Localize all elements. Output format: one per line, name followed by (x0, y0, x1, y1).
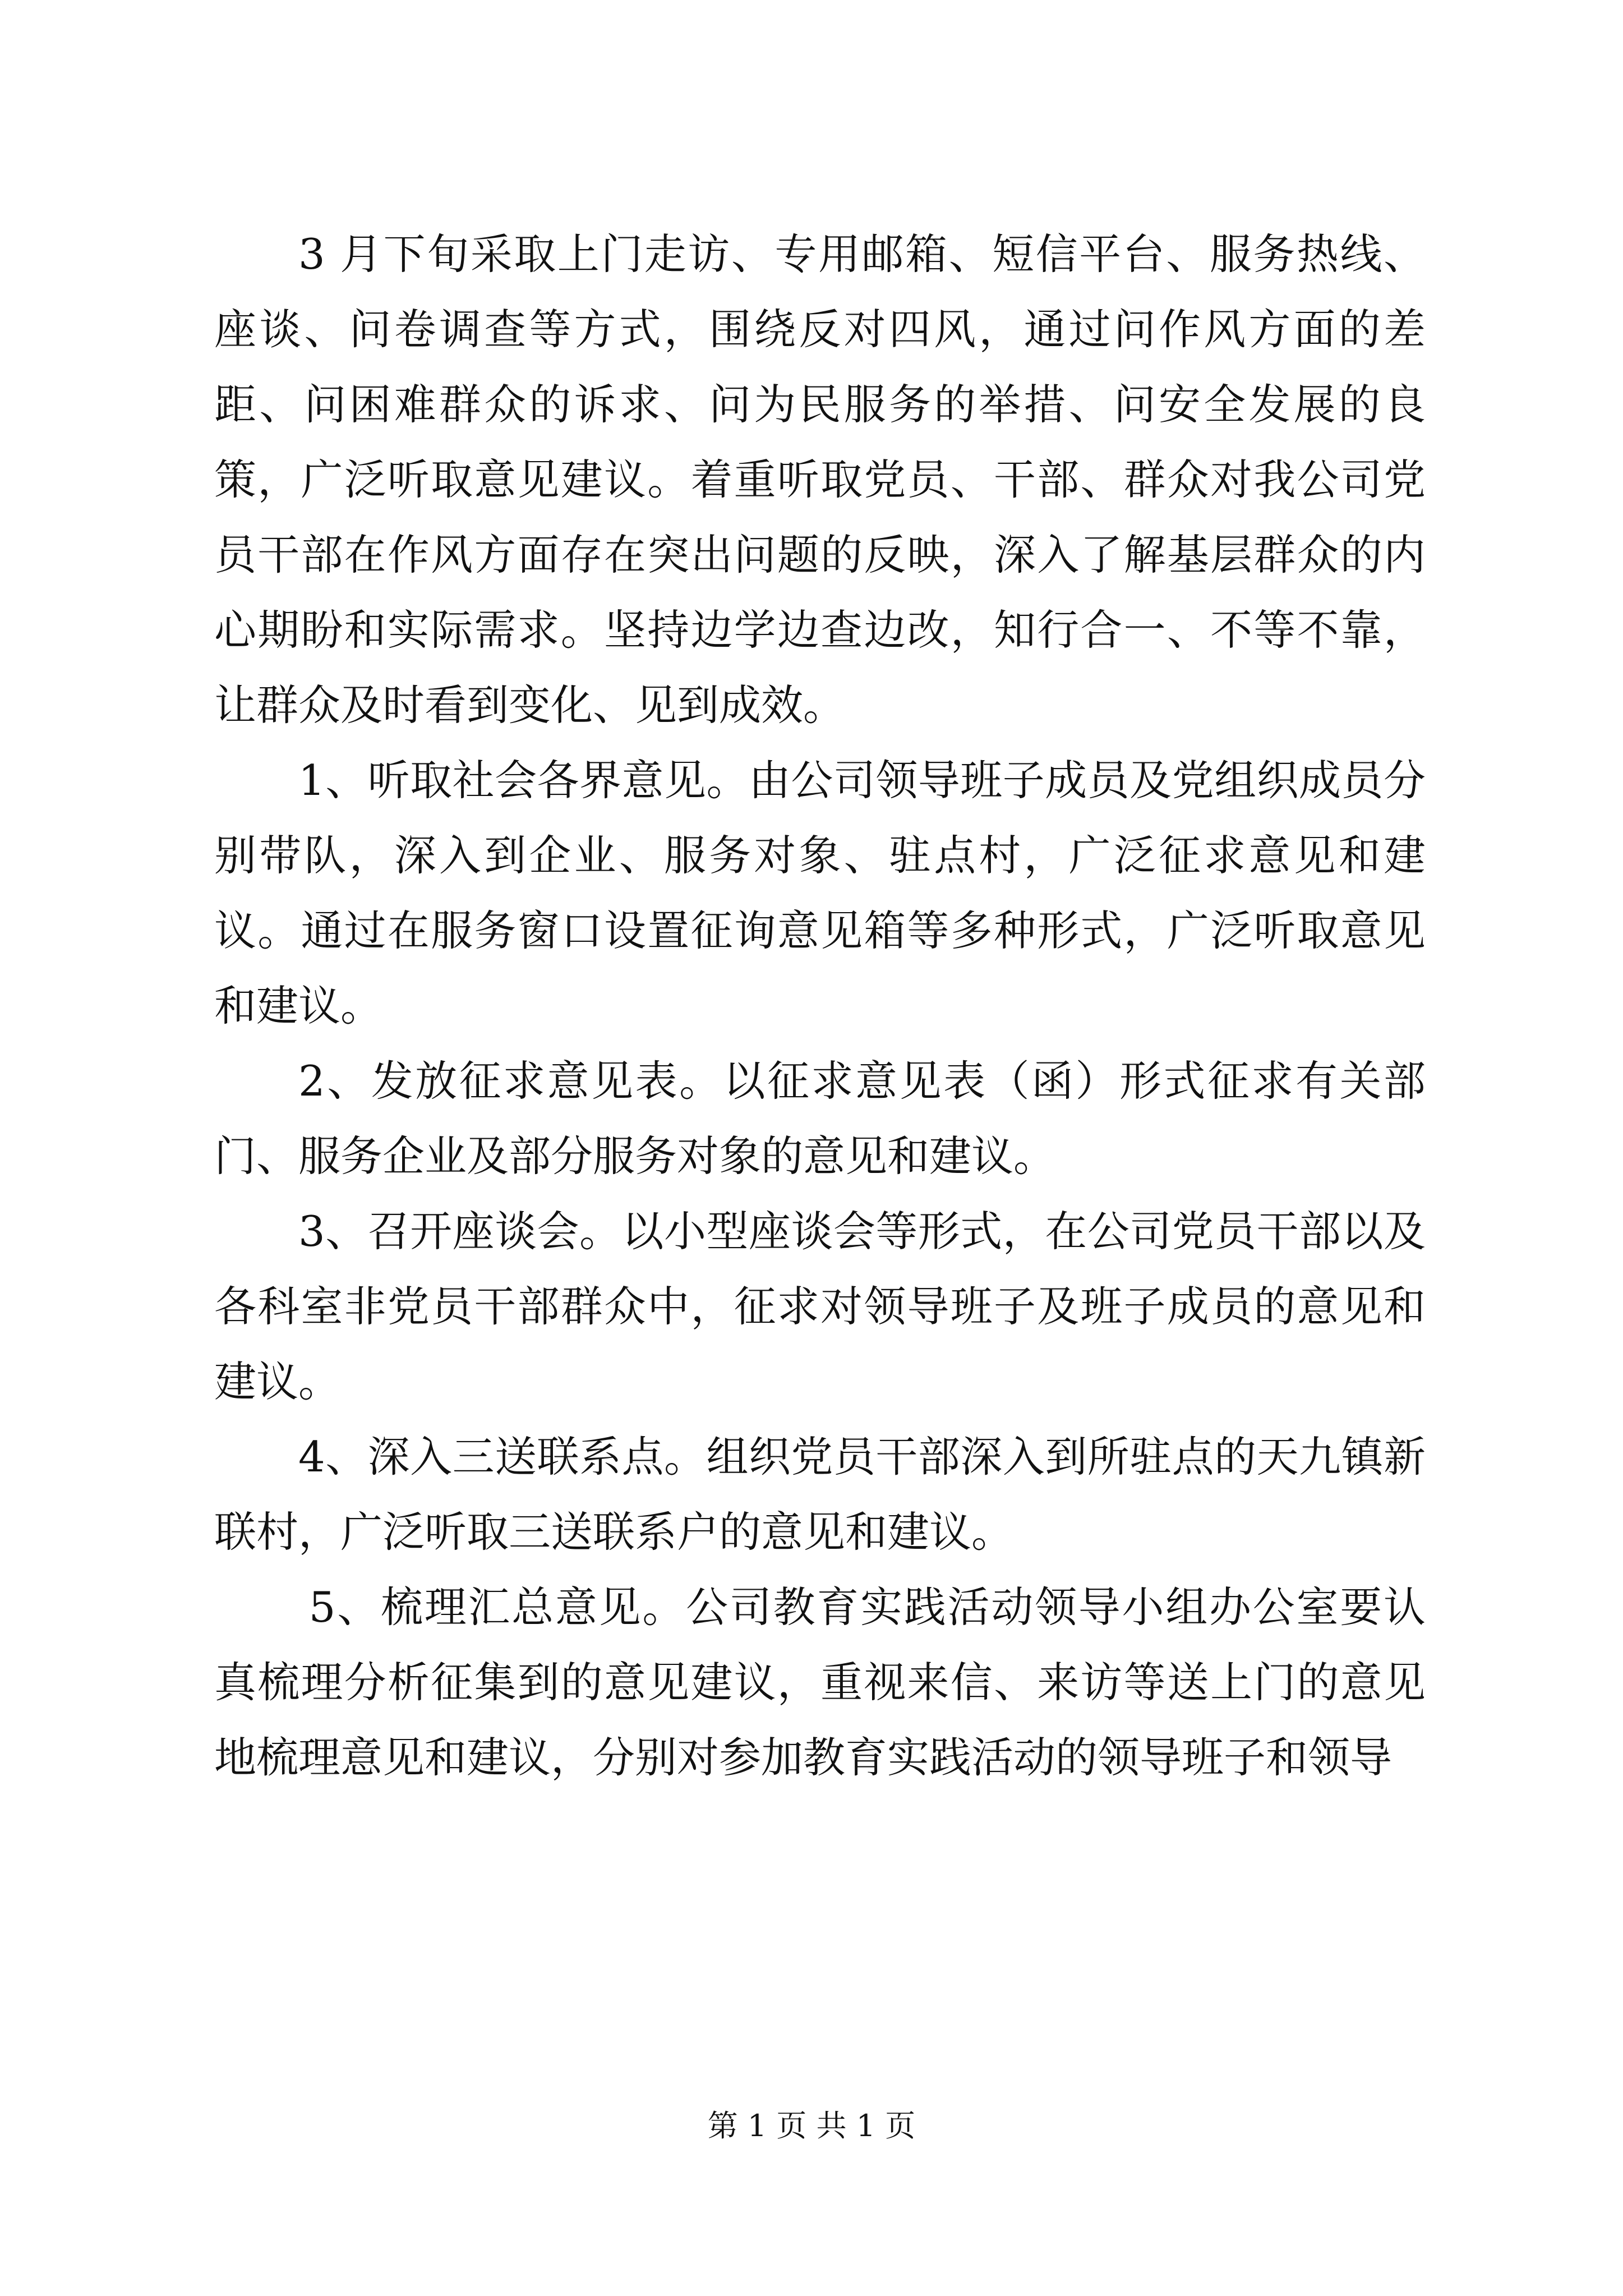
paragraph-item-4: 4、深入三送联系点。组织党员干部深入到所驻点的天九镇新联村，广泛听取三送联系户的意见和建议。 (214, 1432, 1426, 1557)
paragraph-item-2: 2、发放征求意见表。以征求意见表（函）形式征求有关部门、服务企业及部分服务对象的意见和建议。 (214, 1056, 1426, 1181)
document-body (214, 217, 1426, 1795)
paragraph-item-1: 1、听取社会各界意见。由公司领导班子成员及党组织成员分别带队，深入到企业、服务对象、驻点村，广泛征求意见和建议。通过在服务窗口设置征询意见箱等多种形式，广泛听取意见和建议。 (214, 756, 1426, 1030)
paragraph-item-3: 3、召开座谈会。以小型座谈会等形式，在公司党员干部以及各科室非党员干部群众中，征求对领导班子及班子成员的意见和建议。 (214, 1207, 1426, 1406)
paragraph-item-5: 5、梳理汇总意见。公司教育实践活动领导小组办公室要认真梳理分析征集到的意见建议，重视来信、来访等送上门的意见地梳理意见和建议，分别对参加教育实践活动的领导班子和领导 (214, 1582, 1426, 1782)
page-footer: 第 1 页 共 1 页 (707, 2108, 916, 2143)
paragraph-intro: 3 月下旬采取上门走访、专用邮箱、短信平台、服务热线、座谈、问卷调查等方式，围绕反对四风，通过问作风方面的差距、问困难群众的诉求、问为民服务的举措、问安全发展的良策，广泛听取意见建议。着重听取党员、干部、群众对我公司党员干部在作风方面存在突出问题的反映，深入了解基层群众的内心期盼和实际需求。坚持边学边查边改，知行合一、不等不靠，让群众及时看到变化、见到成效。 (214, 229, 1426, 730)
